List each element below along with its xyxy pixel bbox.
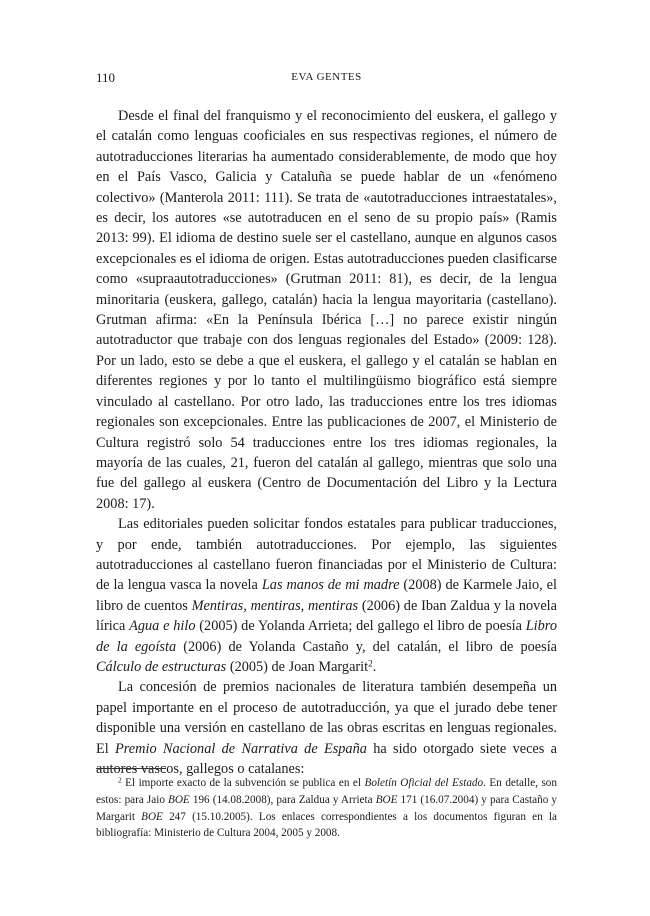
italic-text: Las manos de mi madre: [261, 577, 400, 594]
text-run: (2006) de Iban Zaldua y la novela lírica: [96, 597, 557, 635]
text-run: La concesión de premios nacionales de literatura también desempeña un papel importante en el proceso de autotraducción, ya que el jurado debe tener disponible una versión en castellano de las obras escritas en lenguas regionales. El: [96, 679, 557, 757]
italic-text: Boletín Oficial del Estado: [364, 777, 484, 789]
italic-text: Libro de la egoísta: [96, 618, 557, 655]
text-run: El importe exacto de la subvención se publica en el: [121, 777, 365, 789]
text-run: (2005) de Yolanda Arrieta; del gallego el libro de poesía: [195, 618, 526, 635]
footnote-separator: [96, 768, 166, 769]
running-head: EVA GENTES: [291, 71, 362, 83]
footnote: [96, 775, 557, 842]
text-run: (2006) de Yolanda Castaño y, del catalán, el libro de poesía: [176, 638, 558, 655]
text-run: Desde el final del franquismo y el reconocimiento del euskera, el gallego y el catalán como lenguas cooficiales en sus respectivas regiones, el número de autotraducciones literarias ha aumentado considerablemente, de modo que hoy en el País Vasco, Galicia y Cataluña se puede hablar de un «fenómeno colectivo» (Manterola 2011: 111). Se trata de «autotraducciones intraestatales», es decir, los autores «se autotraducen en el seno de su propio país» (Ramis 2013: 99). El idioma de destino suele ser el castellano, aunque en algunos casos excepcionales es el idioma de origen. Estas autotraducciones pueden clasificarse como «supraautotraducciones» (Grutman 2011: 81), es decir, de la lengua minoritaria (euskera, gallego, catalán) hacia la lengua mayoritaria (castellano). Grutman afirma: «En la Península Ibérica […] no parece existir ningún autotraductor que trabaje con dos lenguas regionales del Estado» (2009: 128). Por un lado, esto se debe a que el euskera, el gallego y el catalán se hablan en diferentes regiones y por lo tanto el multilingüismo biográfico está siempre vinculado al castellano. Por otro lado, las traducciones entre los tres idiomas regionales son excepcionales. Entre las publicaciones de 2007, el Ministerio de Cultura registró solo 54 traducciones entre los tres idiomas regionales, la mayoría de las cuales, 21, fueron del catalán al gallego, mientras que solo una fue del gallego al euskera (Centro de Documentación del Libro y la Lectura 2008: 17).: [96, 108, 557, 512]
text-run: Las editoriales pueden solicitar fondos estatales para publicar traducciones, y por ende, también autotraducciones. Por ejemplo, las siguientes autotraducciones al castellano fueron financiadas por el Ministerio de Cultura: de la lengua vasca la novela: [96, 516, 557, 594]
text-run: 247 (15.10.2005). Los enlaces correspondientes a los documentos figuran en la bibliografía: Ministerio de Cultura 2004, 2005 y 2008.: [96, 810, 557, 840]
italic-text: BOE: [141, 810, 163, 823]
italic-text: Premio Nacional de Narrativa de España: [115, 740, 367, 757]
footnote-marker: 2: [118, 776, 122, 785]
text-run: .: [372, 658, 377, 675]
italic-text: Cálculo de estructuras: [96, 658, 227, 675]
paragraph: [96, 677, 557, 779]
text-run: 196 (14.08.2008), para Zaldua y Arrieta: [189, 793, 376, 806]
body-text: [96, 106, 557, 779]
text-run: 171 (16.07.2004) y para Castaño y Margarit: [96, 793, 557, 823]
text-run: ha sido otorgado siete veces a autores vascos, gallegos o catalanes:: [96, 740, 557, 777]
italic-text: BOE: [168, 793, 190, 806]
text-run: (2005) de Joan Margarit: [226, 658, 369, 675]
text-run: . En detalle, son estos: para Jaio: [96, 777, 557, 806]
italic-text: BOE: [375, 793, 398, 806]
page-number: 110: [96, 70, 116, 85]
text-run: (2008) de Karmele Jaio, el libro de cuentos: [96, 577, 557, 614]
page-header: [96, 70, 557, 90]
italic-text: Agua e hilo: [129, 618, 196, 635]
italic-text: Mentiras, mentiras, mentiras: [191, 597, 359, 614]
paragraph: [96, 514, 557, 677]
paragraph: [96, 106, 557, 514]
footnote-marker: 2: [368, 659, 373, 670]
